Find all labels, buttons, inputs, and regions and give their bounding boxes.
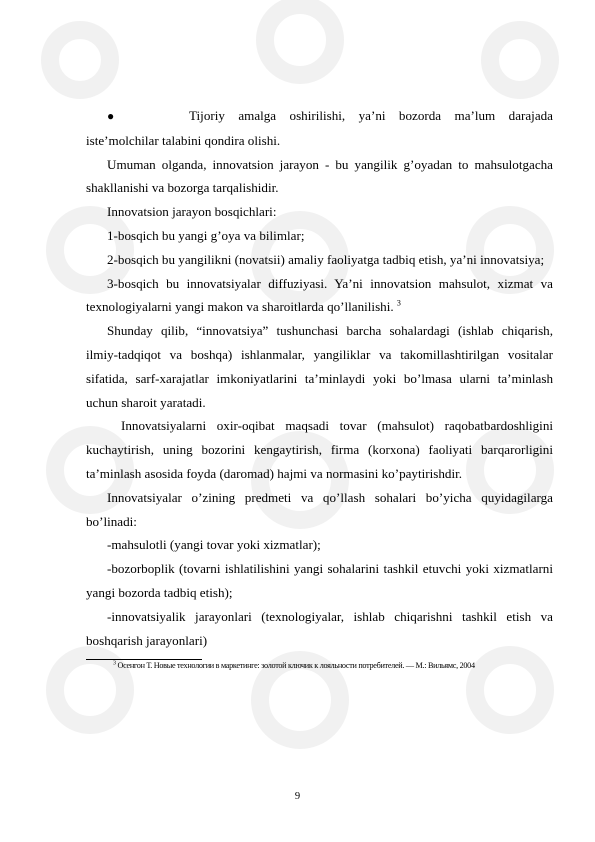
document-body	[86, 104, 553, 652]
footnote-text: Осенгон Т. Новые технологии в маркетинге: золотой ключик к лояльности потребителей. — М.: Вильямс, 2004	[117, 661, 475, 670]
bullet-line-2: iste’molchilar talabini qondira olishi.	[86, 132, 281, 148]
page-number: 9	[294, 791, 301, 802]
paragraph: 1-bosqich bu yangi g’oya va bilimlar;	[107, 227, 305, 243]
footnote-number: 3	[113, 660, 116, 667]
paragraph: Innovatsiyalarni oxir-oqibat maqsadi tovar (mahsulot) raqobatbardoshligini kuchaytirish, uning bozorini kengaytirish, firma (korxona) faoliyati barqarorligini ta’minlash asosida foyda (daromad) hajmi va normasini ko’paytirishdir.	[86, 418, 553, 481]
footnote	[113, 660, 563, 672]
paragraph: Innovatsiyalar o’zining predmeti va qo’llash sohalari bo’yicha quyidagilarga bo’linadi:	[86, 489, 553, 529]
bullet-icon: ●	[107, 109, 115, 123]
paragraph-stage3	[86, 272, 553, 320]
footnote-ref: 3	[396, 299, 401, 309]
paragraph: Shunday qilib, “innovatsiya” tushunchasi barcha sohalardagi (ishlab chiqarish, ilmiy-tadqiqot va boshqa) ishlanmalar, yangiliklar va takomillashtirilgan vositalar sifatida, sarf-xarajatlar imkoniyatlarini ta’minlaydi yoki bo’lmasa ularni ta’minlash uchun sharoit yaratadi.	[86, 323, 553, 410]
paragraph: Umuman olganda, innovatsion jarayon - bu yangilik g’oyadan to mahsulotgacha shakllanishi va bozorga tarqalishidir.	[86, 156, 553, 196]
bullet-item	[86, 104, 553, 129]
stage3-text: 3-bosqich bu innovatsiyalar diffuziyasi. Ya’ni innovatsion mahsulot, xizmat va texnologiyalarni yangi makon va sharoitlarda qo’llanilishi.	[86, 275, 553, 315]
paragraph: Innovatsion jarayon bosqichlari:	[107, 204, 277, 220]
paragraph: 2-bosqich bu yangilikni (novatsii) amaliy faoliyatga tadbiq etish, ya’ni innovatsiya;	[107, 251, 545, 267]
list-item: -innovatsiyalik jarayonlari (texnologiyalar, ishlab chiqarishni tashkil etish va boshqarish jarayonlari)	[86, 608, 553, 648]
list-item: -mahsulotli (yangi tovar yoki xizmatlar);	[107, 537, 321, 553]
list-item: -bozorboplik (tovarni ishlatilishini yangi sohalarini tashkil etuvchi yoki xizmatlarni yangi bozorda tadbiq etish);	[86, 561, 553, 600]
bullet-line-1: Tijoriy amalga oshirilishi, ya’ni bozorda ma’lum darajada	[189, 108, 553, 123]
